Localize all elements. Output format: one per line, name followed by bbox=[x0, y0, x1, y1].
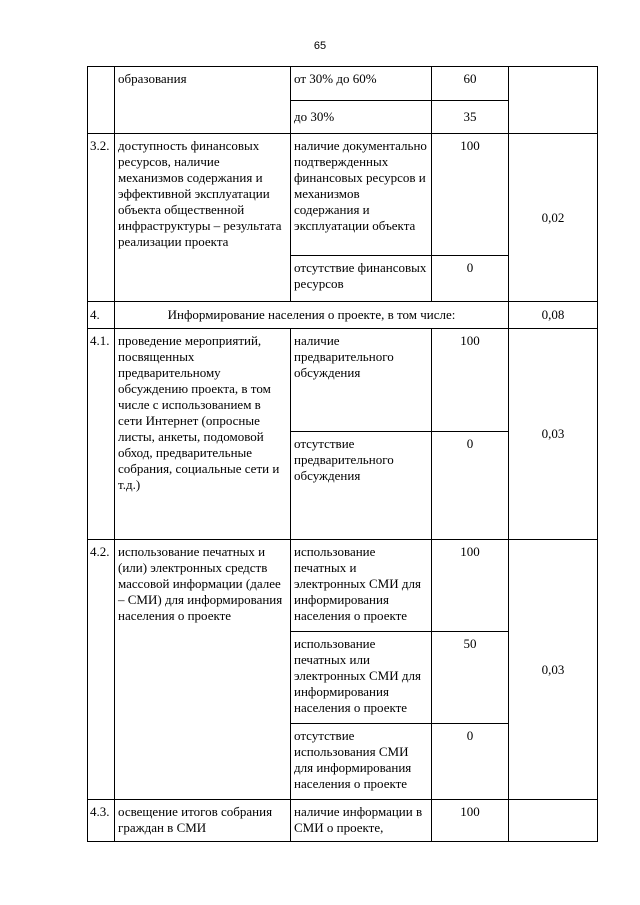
option-cell: отсутствие предварительного обсуждения bbox=[291, 432, 432, 540]
option-cell: до 30% bbox=[291, 101, 432, 134]
option-cell: отсутствие использования СМИ для информирования населения о проекте bbox=[291, 724, 432, 800]
score-cell: 100 bbox=[432, 540, 509, 632]
option-cell: наличие информации в СМИ о проекте, bbox=[291, 800, 432, 842]
weight-cell: 0,08 bbox=[509, 302, 598, 329]
weight-cell bbox=[509, 800, 598, 842]
row-number-cell: 4.3. bbox=[88, 800, 115, 842]
weight-cell bbox=[509, 67, 598, 134]
row-number-cell: 4.1. bbox=[88, 329, 115, 540]
score-cell: 100 bbox=[432, 800, 509, 842]
row-number-cell: 4.2. bbox=[88, 540, 115, 800]
criteria-table bbox=[87, 66, 598, 842]
option-cell: отсутствие финансовых ресурсов bbox=[291, 256, 432, 302]
row-number-cell: 3.2. bbox=[88, 134, 115, 302]
score-cell: 60 bbox=[432, 67, 509, 101]
section-row bbox=[88, 302, 598, 329]
option-cell: использование печатных и электронных СМИ для информирования населения о проекте bbox=[291, 540, 432, 632]
score-cell: 50 bbox=[432, 632, 509, 724]
table-row bbox=[88, 329, 598, 432]
section-title-cell: Информирование населения о проекте, в том числе: bbox=[115, 302, 509, 329]
weight-cell: 0,03 bbox=[509, 329, 598, 540]
option-cell: использование печатных или электронных СМИ для информирования населения о проекте bbox=[291, 632, 432, 724]
row-number-cell bbox=[88, 67, 115, 134]
option-cell: наличие документально подтвержденных финансовых ресурсов и механизмов содержания и эксплуатации объекта bbox=[291, 134, 432, 256]
criterion-cell: освещение итогов собрания граждан в СМИ bbox=[115, 800, 291, 842]
table-row bbox=[88, 67, 598, 101]
page-number: 65 bbox=[313, 40, 327, 52]
weight-cell: 0,03 bbox=[509, 540, 598, 800]
score-cell: 0 bbox=[432, 256, 509, 302]
criterion-cell: использование печатных и (или) электронных средств массовой информации (далее – СМИ) для информирования населения о проекте bbox=[115, 540, 291, 800]
weight-cell: 0,02 bbox=[509, 134, 598, 302]
criterion-cell: образования bbox=[115, 67, 291, 134]
score-cell: 100 bbox=[432, 329, 509, 432]
option-cell: наличие предварительного обсуждения bbox=[291, 329, 432, 432]
option-cell: от 30% до 60% bbox=[291, 67, 432, 101]
table-row bbox=[88, 134, 598, 256]
table-row bbox=[88, 540, 598, 632]
criterion-cell: доступность финансовых ресурсов, наличие механизмов содержания и эффективной эксплуатации объекта общественной инфраструктуры – результата реализации проекта bbox=[115, 134, 291, 302]
score-cell: 0 bbox=[432, 432, 509, 540]
score-cell: 100 bbox=[432, 134, 509, 256]
section-number-cell: 4. bbox=[88, 302, 115, 329]
score-cell: 0 bbox=[432, 724, 509, 800]
criterion-cell: проведение мероприятий, посвященных предварительному обсуждению проекта, в том числе с использованием в сети Интернет (опросные листы, анкеты, подомовой обход, предварительные собрания, социальные сети и т.д.) bbox=[115, 329, 291, 540]
score-cell: 35 bbox=[432, 101, 509, 134]
table-row bbox=[88, 800, 598, 842]
